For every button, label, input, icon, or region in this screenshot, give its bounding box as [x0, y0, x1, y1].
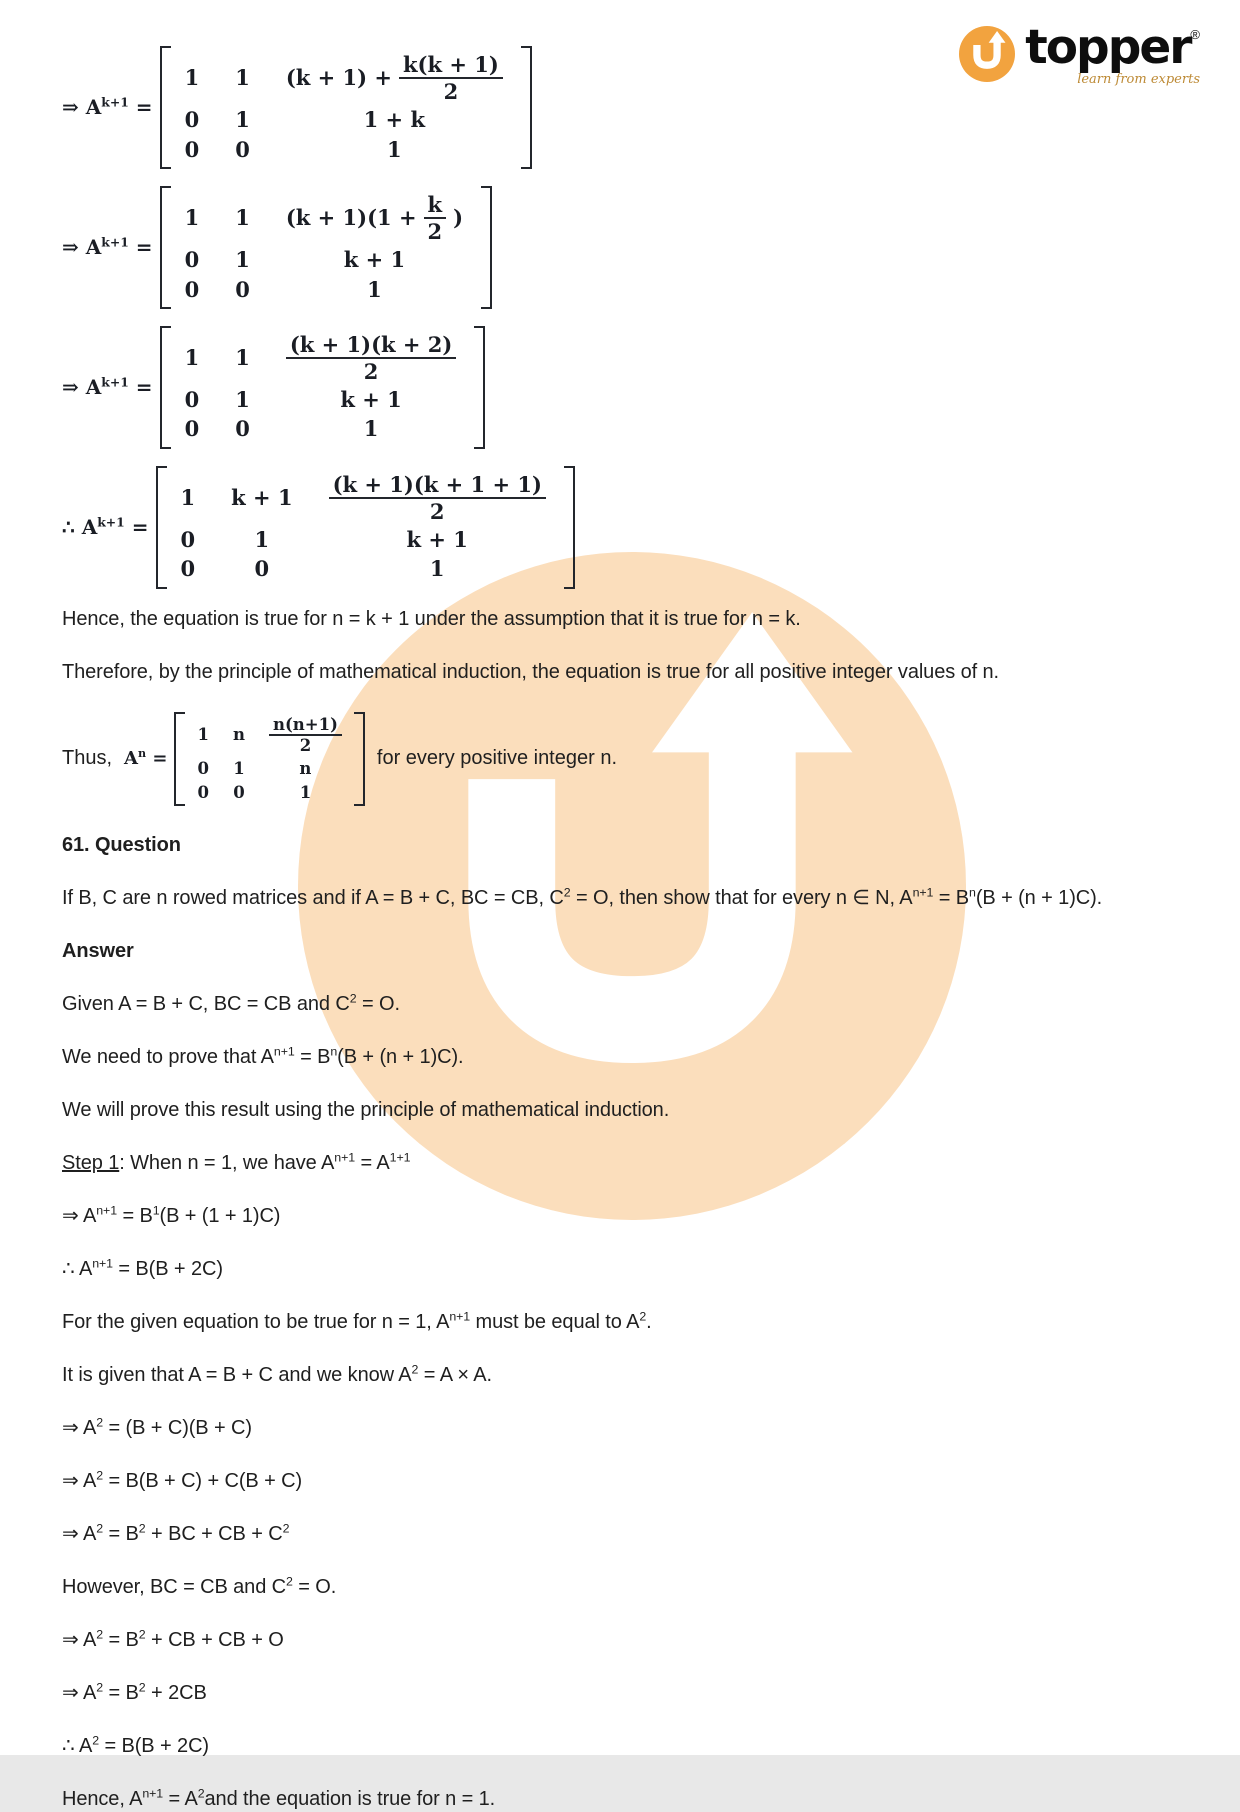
text-line: ∴ $A^{n+1} = B(B + 2C)$	[62, 1256, 223, 1281]
matrix-cell: 0	[180, 527, 196, 552]
thus-tail-text: for every positive integer n.	[376, 747, 618, 770]
matrix-cell: k + 1	[340, 387, 402, 413]
matrix-cell: 1	[387, 136, 402, 162]
matrix-cell: 0	[235, 136, 250, 162]
matrix-cell: 1	[184, 204, 200, 230]
matrix-cell: 0	[184, 276, 200, 302]
underlined-label: Step 1	[62, 1152, 120, 1175]
text-line: Hence, $A^{n+1} = A^2and$ the equation is true for n = 1.	[62, 1786, 496, 1811]
matrix-cell: 1	[235, 107, 250, 133]
matrix-cell: 1	[235, 387, 250, 413]
matrix-right-bracket	[521, 46, 532, 169]
matrix-cell: 1	[367, 276, 382, 302]
matrix-cell: n	[232, 724, 245, 744]
text-line: Hence, the equation is true for n = k + 1 under the assumption that it is true for n = k.	[62, 607, 801, 630]
text-line: We will prove this result using the principle of mathematical induction.	[62, 1099, 670, 1122]
equation-lead: ⇒ $A^{k+1}$ =	[62, 94, 153, 120]
matrix-cell: 1	[184, 65, 200, 91]
intro-paragraphs	[62, 606, 1190, 685]
matrix-cell: 1	[235, 65, 250, 91]
text-line: ⇒ $A^2 = B^2 + 2CB$	[62, 1680, 207, 1705]
matrix-left-bracket	[160, 46, 171, 169]
matrix-left-bracket	[160, 186, 171, 309]
matrix-cell: 0	[180, 556, 196, 582]
matrix	[160, 46, 532, 169]
thus-equation-block	[62, 712, 1190, 807]
text-line: ⇒ $A^2 = B^2$ + CB + CB + O	[62, 1627, 284, 1652]
matrix-cell: 1	[254, 527, 270, 552]
matrix-grid	[167, 466, 564, 589]
text-line: ∴ $A^2 = B(B + 2C)$	[62, 1733, 209, 1758]
matrix-cell: (k + 1)(1 + $\frac{k}{2}$ )	[285, 191, 464, 245]
text-line: ⇒ $A^2 = B(B + C) + C(B + C)$	[62, 1468, 303, 1493]
body-paragraphs	[62, 832, 1190, 1812]
matrix-grid	[171, 186, 481, 309]
matrix-cell: 1	[235, 247, 250, 273]
text-line: However, BC = CB and $C^2 = O$.	[62, 1574, 337, 1599]
matrix-cell: 1	[235, 344, 250, 370]
matrix-cell: n	[299, 759, 312, 779]
matrix-right-bracket	[564, 466, 575, 589]
matrix-cell: 1	[180, 484, 196, 510]
matrix-cell: k + 1	[343, 247, 406, 273]
matrix-left-bracket	[156, 466, 167, 589]
matrix-cell: 0	[254, 556, 270, 582]
matrix-cell: 0	[184, 107, 200, 133]
matrix-equation	[124, 712, 365, 807]
matrix-cell: $\frac{n(n+1)}{2}$	[269, 715, 342, 757]
brand-logo	[959, 20, 1200, 87]
matrix-cell: 1 + k	[363, 107, 426, 133]
equation-lead: ⇒ $A^{k+1}$ =	[62, 374, 153, 400]
text-line: For the given equation to be true for n = 1, $A^{n+1}$ must be equal to $A^2$.	[62, 1309, 652, 1334]
matrix-cell: 0	[184, 387, 200, 413]
matrix-cell: 1	[363, 416, 379, 442]
matrix-cell: 1	[233, 759, 245, 779]
matrix-cell: k + 1	[231, 484, 293, 510]
text-line: It is given that A = B + C and we know $A^2 = A \times A$.	[62, 1362, 492, 1387]
matrix-cell: 0	[184, 416, 200, 442]
matrix-grid	[171, 326, 475, 449]
brand-name: topper	[1025, 20, 1191, 75]
equation-lead: ∴ $A^{k+1}$ =	[62, 514, 149, 540]
matrix-cell: $\frac{(k + 1)(k + 2)}{2}$	[286, 332, 457, 384]
matrix-right-bracket	[481, 186, 492, 309]
registered-mark: ®	[1190, 27, 1200, 42]
matrix-right-bracket	[474, 326, 485, 449]
matrix-cell: 1	[299, 782, 312, 802]
text-line: Given A = B + C, BC = CB and $C^2 = O$.	[62, 991, 400, 1016]
matrix-cell: 0	[197, 759, 209, 779]
matrix-cell: 0	[184, 247, 200, 273]
matrix	[156, 466, 575, 589]
matrix-cell: 1	[197, 724, 209, 744]
section-heading: Answer	[62, 940, 134, 963]
text-line: Step 1: When n = 1, we have $A^{n+1} = A^{1+1}$	[62, 1150, 411, 1175]
section-heading: 61. Question	[62, 834, 181, 857]
matrix-cell: 0	[184, 136, 200, 162]
thus-lead-text: Thus,	[62, 747, 113, 770]
text-line: Therefore, by the principle of mathematical induction, the equation is true for all positive integer values of n.	[62, 660, 1000, 683]
text-line: ⇒ $A^2 = (B + C)(B + C)$	[62, 1415, 252, 1440]
matrix-equation	[62, 186, 1190, 309]
matrix-cell: 0	[197, 782, 209, 802]
matrix-cell: 0	[233, 782, 245, 802]
u-up-arrow-icon	[959, 26, 1015, 82]
matrix	[174, 712, 364, 807]
matrix-equation	[62, 326, 1190, 449]
text-line: ⇒ $A^{n+1} = B^1(B + (1 + 1)C)$	[62, 1203, 281, 1228]
matrix-cell: 0	[235, 416, 250, 442]
equation-lead: ⇒ $A^{k+1}$ =	[62, 234, 153, 260]
text-line: If B, C are n rowed matrices and if A = B + C, BC = CB, $C^2 = O$, then show that for every n ∈ N, $A^{n+1} = B^n(B + (n + 1)C)$.	[62, 885, 1103, 910]
text-line: We need to prove that $A^{n+1} = B^n(B + (n + 1)C)$.	[62, 1044, 464, 1069]
matrix-cell: 0	[235, 276, 250, 302]
matrix-right-bracket	[354, 712, 365, 807]
matrix-equation	[62, 466, 1190, 589]
matrix-cell: 1	[184, 344, 200, 370]
matrix-cell: (k + 1) + $\frac{k(k + 1)}{2}$	[286, 52, 503, 104]
matrix-left-bracket	[174, 712, 185, 807]
brand-tagline: learn from experts	[1077, 71, 1200, 87]
matrix-cell: k + 1	[406, 527, 468, 552]
text-line: ⇒ $A^2 = B^2$ + BC + CB + $C^2$	[62, 1521, 290, 1546]
matrix-cell: 1	[429, 556, 445, 582]
matrix-equation-list	[62, 46, 1190, 589]
equation-lead: $A^n$ =	[124, 747, 168, 770]
matrix-grid	[185, 712, 353, 807]
matrix-left-bracket	[160, 326, 171, 449]
matrix	[160, 326, 486, 449]
matrix-cell: $\frac{(k + 1)(k + 1 + 1)}{2}$	[329, 472, 546, 524]
matrix-grid	[171, 46, 521, 169]
matrix-cell: 1	[235, 204, 250, 230]
matrix	[160, 186, 492, 309]
